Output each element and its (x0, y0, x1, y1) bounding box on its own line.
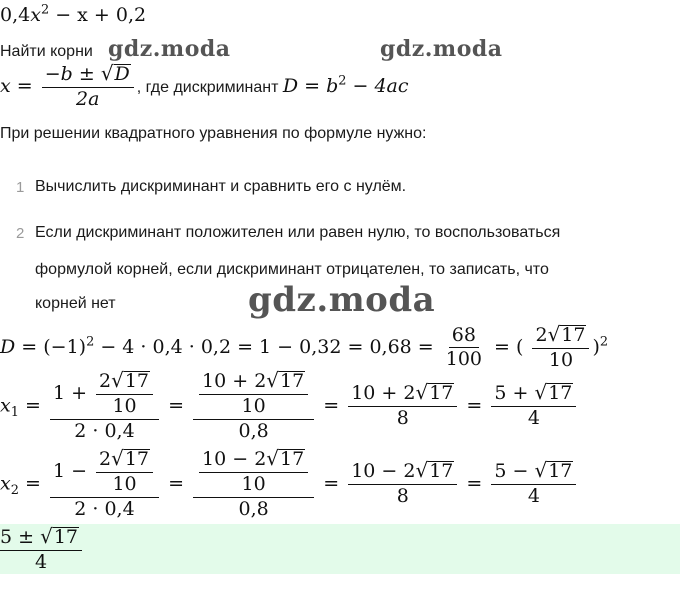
x2-fraction-d: 5 − √ 17 4 (491, 461, 576, 507)
discriminant-root-fraction: 2 √ 17 10 (532, 325, 589, 371)
x1-fraction-a: 1 + 2 √ 17 10 2 · 0,4 (50, 371, 159, 442)
watermark: gdz.moda (108, 36, 231, 62)
step-number: 2 (16, 225, 25, 242)
answer-fraction: 5 ± √ 17 4 (0, 527, 82, 573)
step-number: 1 (16, 179, 25, 196)
find-roots-label: Найти корни (0, 43, 93, 60)
intro-text: При решении квадратного уравнения по формуле нужно: (0, 125, 427, 142)
answer-highlight (0, 524, 680, 574)
discriminant-fraction: $\frac{68}{100}$ (445, 323, 483, 371)
formula-fraction: −b ± √ D 2a (42, 64, 134, 110)
x2-fraction-b: 10 − 2 √ 17 10 0,8 (193, 449, 314, 520)
step-text-line: Если дискриминант положителен или равен нулю, то воспользоваться (35, 224, 561, 241)
step-text: Вычислить дискриминант и сравнить его с нулём. (35, 178, 407, 195)
answer-expression (0, 524, 85, 573)
quadratic-formula: x = −b ± √ D 2a , где дискриминант $D = b^2 - 4ac$ (0, 61, 409, 110)
discriminant-calculation: $D = (-1)^2 - 4 \cdot 0,4 \cdot 0,2 = 1 - 0,32 = 0,68$ = $\frac{68}{100}$ = ( 2 √ 17 10 )$^2$ (0, 322, 609, 371)
x2-fraction-c: 10 − 2 √ 17 8 (348, 461, 457, 507)
step-text-line: формулой корней, если дискриминант отрицателен, то записать, что (35, 261, 549, 278)
x1-fraction-c: 10 + 2 √ 17 8 (348, 383, 457, 429)
watermark: gdz.moda (380, 36, 503, 62)
watermark: gdz.moda (248, 280, 436, 320)
x1-fraction-d: 5 + √ 17 4 (491, 383, 576, 429)
x2-calculation: $x_2$ = 1 − 2 √ 17 10 2 · 0,4 = 10 − 2 √ 17 10 0,8 = 10 − 2 √ 17 8 = 5 − √ 17 4 (0, 449, 579, 520)
x1-fraction-b: 10 + 2 √ 17 10 0,8 (193, 371, 314, 442)
x1-calculation: $x_1$ = 1 + 2 √ 17 10 2 · 0,4 = 10 + 2 √ 17 10 0,8 = 10 + 2 √ 17 8 = 5 + √ 17 4 (0, 371, 579, 442)
quadratic-expression: $0,4x^2 - x + 0,2$ (0, 2, 147, 26)
x2-fraction-a: 1 − 2 √ 17 10 2 · 0,4 (50, 449, 159, 520)
step-text-line: корней нет (35, 295, 116, 312)
